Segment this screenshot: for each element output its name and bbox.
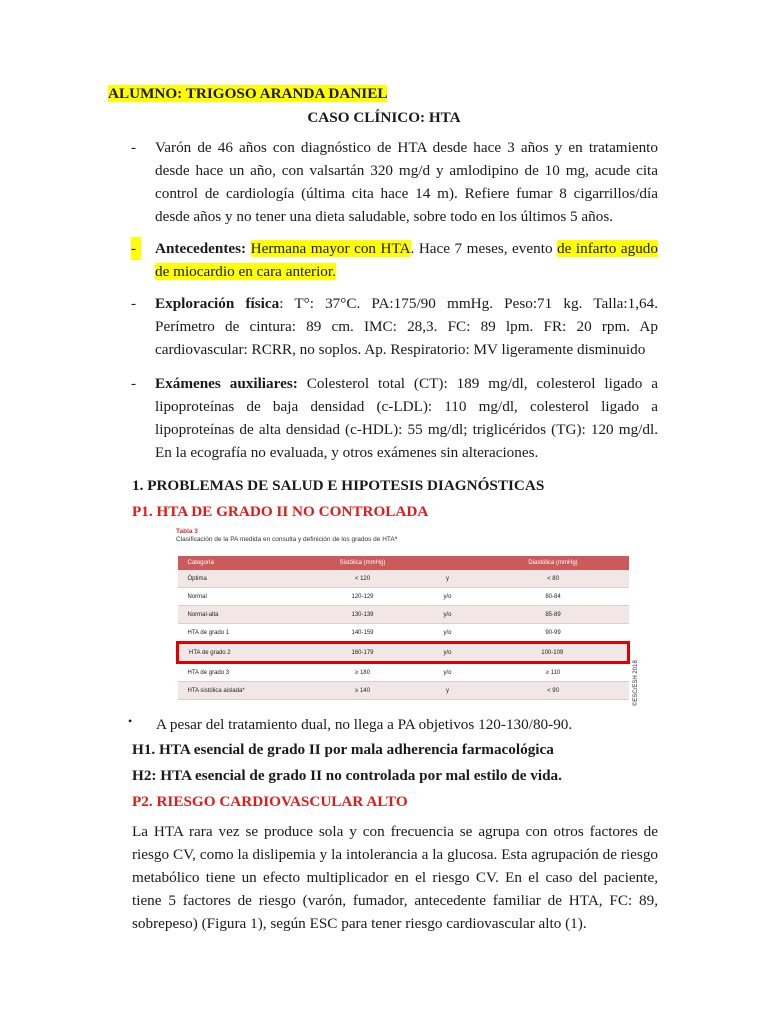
hypothesis-h1: H1. HTA esencial de grado II por mala adherencia farmacológica bbox=[132, 741, 554, 758]
table-row-highlighted: HTA de grado 2 160-179 y/o 100-109 bbox=[178, 643, 629, 663]
table-row: Normal-alta 130-139 y/o 85-89 bbox=[178, 606, 629, 624]
examenes-auxiliares: Exámenes auxiliares: Colesterol total (CT): 189 mg/dl, colesterol ligado a lipoproteínas de baja densidad (c-LDL): 110 mg/dl, colesterol ligado a lipoproteínas de alta densidad (c-HDL): 55 mg/dl; triglicéridos (TG): 120 mg/dl. En la ecografía no evaluada, y otros exámenes sin alteraciones. bbox=[155, 375, 658, 461]
section-heading: 1. PROBLEMAS DE SALUD E HIPOTESIS DIAGNÓSTICAS bbox=[132, 477, 545, 494]
table-header-cell: Categoría bbox=[178, 556, 308, 570]
bullet-note: A pesar del tratamiento dual, no llega a PA objetivos 120-130/80-90. bbox=[156, 716, 573, 733]
pa-classification-table-figure bbox=[176, 528, 646, 706]
case-title: CASO CLÍNICO: HTA bbox=[307, 109, 461, 126]
table-row: Normal 120-129 y/o 80-84 bbox=[178, 588, 629, 606]
problem-p2-heading: P2. RIESGO CARDIOVASCULAR ALTO bbox=[132, 793, 408, 810]
table-label: Tabla 3 bbox=[176, 528, 198, 535]
table-header-row bbox=[178, 556, 629, 570]
copyright-note: ©ESC/ESH 2018 bbox=[633, 660, 639, 706]
table-header-cell: Diastólica (mmHg) bbox=[478, 556, 629, 570]
problem-p1-heading: P1. HTA DE GRADO II NO CONTROLADA bbox=[132, 503, 429, 520]
table-header-cell bbox=[418, 556, 478, 570]
table-header-cell: Sistólica (mmHg) bbox=[308, 556, 418, 570]
bullet-dash: - bbox=[131, 237, 141, 260]
table-row: Óptima < 120 y < 80 bbox=[178, 570, 629, 588]
bullet-dot: • bbox=[128, 714, 133, 728]
table-row: HTA de grado 1 140-159 y/o 90-99 bbox=[178, 624, 629, 643]
table-caption: Clasificación de la PA medida en consulta y definición de los grados de HTAª bbox=[176, 536, 398, 543]
body-paragraph: La HTA rara vez se produce sola y con frecuencia se agrupa con otros factores de riesgo CV, como la dislipemia y la intolerancia a la glucosa. Esta agrupación de riesgo metabólico tiene un efecto multiplicador en el riesgo CV. En el caso del paciente, tiene 5 factores de riesgo (varón, fumador, antecedente familiar de HTA, FC: 89, sobrepeso) (Figura 1), según ESC para tener riesgo cardiovascular alto (1). bbox=[132, 823, 658, 932]
table-row: HTA sistólica aislada* ≥ 140 y < 90 bbox=[178, 682, 629, 700]
hypothesis-h2: H2: HTA esencial de grado II no controlada por mal estilo de vida. bbox=[132, 767, 562, 784]
pa-classification-table bbox=[176, 556, 630, 700]
bullet-dash: - bbox=[131, 139, 137, 156]
bullet-dash: - bbox=[131, 375, 137, 392]
student-name: ALUMNO: TRIGOSO ARANDA DANIEL bbox=[108, 85, 388, 102]
table-row: HTA de grado 3 ≥ 180 y/o ≥ 110 bbox=[178, 663, 629, 682]
exploracion-fisica: Exploración física: T°: 37°C. PA:175/90 mmHg. Peso:71 kg. Talla:1,64. Perímetro de cintura: 89 cm. IMC: 28,3. FC: 89 lpm. FR: 20 rpm. Ap cardiovascular: RCRR, no soplos. Ap. Respiratorio: MV ligeramente disminuido bbox=[155, 295, 659, 358]
case-description: Varón de 46 años con diagnóstico de HTA desde hace 3 años y en tratamiento desde hace un año, con valsartán 320 mg/d y amlodipino de 10 mg, acude cita control de cardiología (última cita hace 14 m). Refiere fumar 8 cigarrillos/día desde años y no tener una dieta saludable, sobre todo en los últimos 5 años. bbox=[155, 139, 658, 225]
antecedentes: Antecedentes: Hermana mayor con HTA. Hace 7 meses, evento de infarto agudo de miocardio en cara anterior. bbox=[155, 240, 658, 280]
bullet-dash: - bbox=[131, 295, 137, 312]
